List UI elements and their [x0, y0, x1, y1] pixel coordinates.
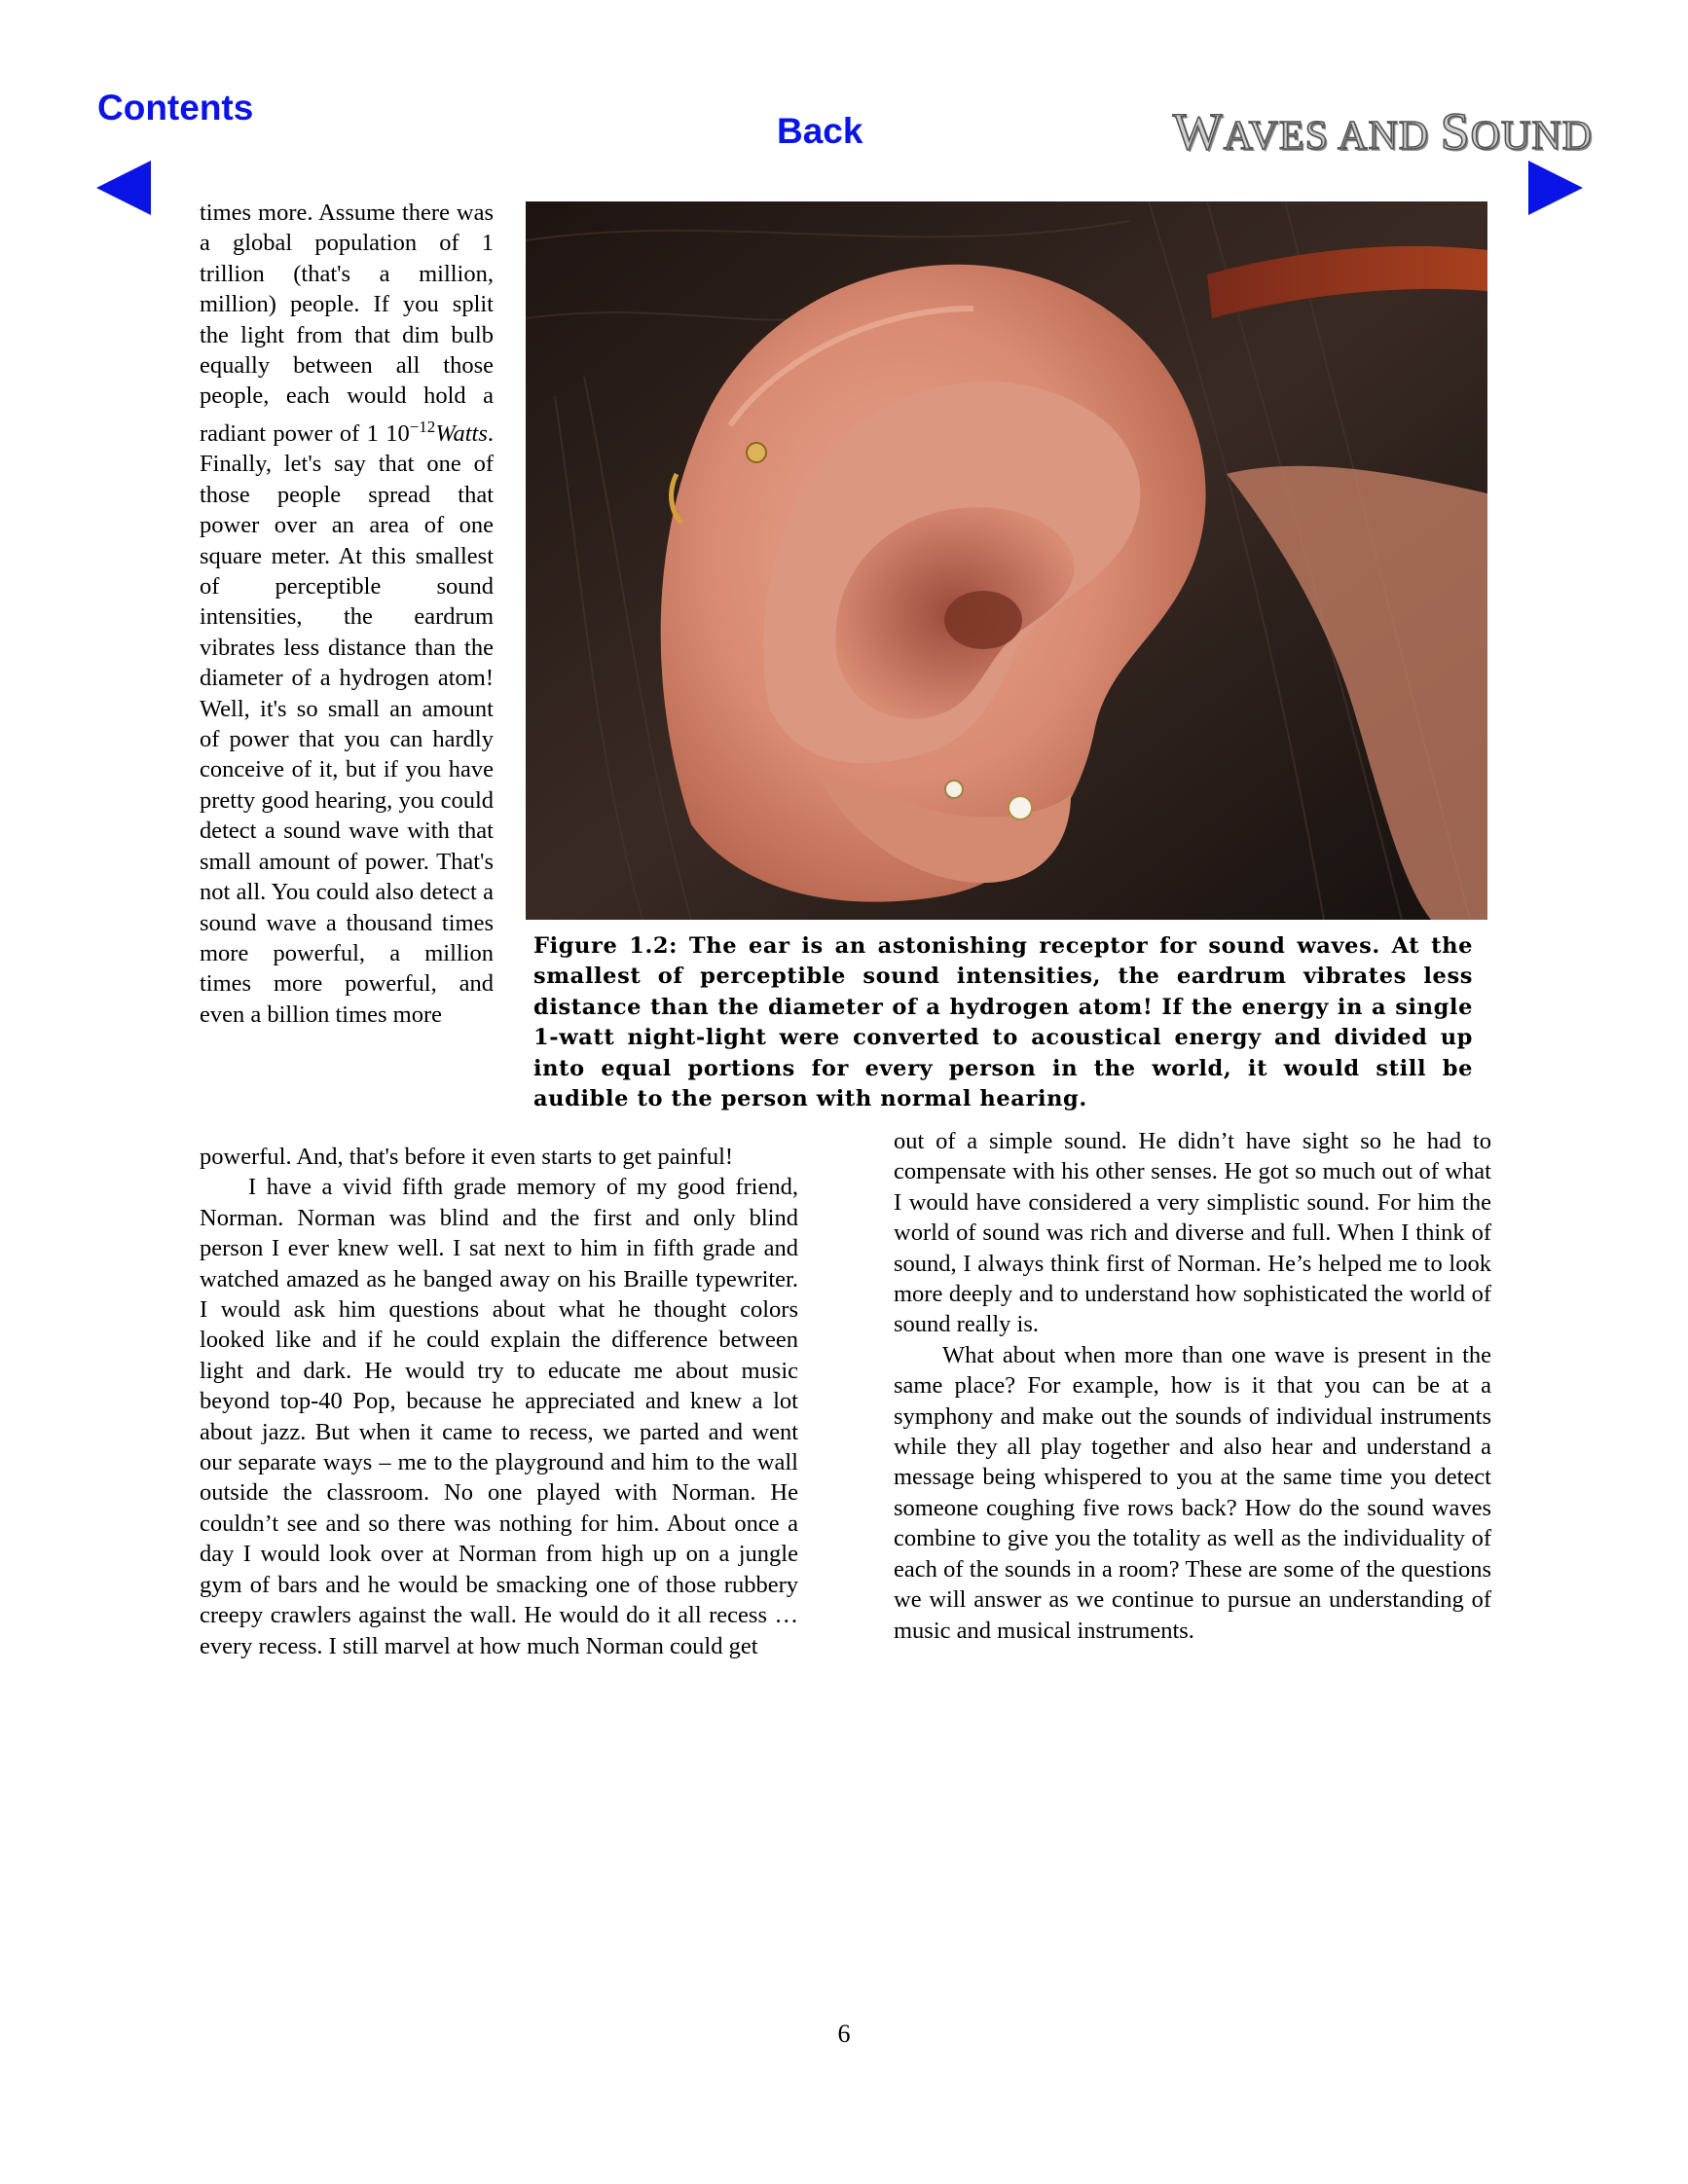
header-title-initial-s: S — [1440, 102, 1471, 161]
narrow-column-text-before: times more. Assume there was a global population of 1 trillion (that's a million, million) people. If you split the light from that dim bulb equally between all those people, each would hold a radiant power of 1 10 — [200, 200, 494, 447]
ear-photo — [526, 201, 1487, 920]
header-title-rest-sound: OUND — [1470, 114, 1593, 159]
right-column-paragraph-2: What about when more than one wave is present in the same place? For example, how is it that you can be at a symphony and make out the sounds of individual instruments while they all play together and also hear and understand a message being whispered to you at the same time you detect someone coughing five rows back? How do the sound waves combine to give you the totality as well as the individuality of each of the sounds in a room? These are some of the questions we will answer as we continue to pursue an understanding of music and musical instruments. — [894, 1341, 1491, 1644]
page-number: 6 — [837, 2020, 851, 2048]
right-text-column — [894, 1126, 1491, 1646]
contents-link[interactable]: Contents — [97, 88, 254, 127]
narrow-column-paragraph — [200, 198, 494, 1030]
header-title-rest-waves: AVES AND — [1223, 114, 1441, 159]
left-column-paragraph-1: powerful. And, that's before it even starts to get painful! — [200, 1144, 734, 1170]
header-title — [1173, 101, 1593, 162]
narrow-column-text-after: . Finally, let's say that one of those people spread that power over an area of one square meter. At this smallest of perceptible sound intensities, the eardrum vibrates less distance than the diameter of a hydrogen atom! Well, it's so small an amount of power that you can hardly conceive of it, but if you have pretty good hearing, you could detect a sound wave with that small amount of power. That's not all. You could also detect a sound wave a thousand times more powerful, a million times more powerful, and even a billion times more — [200, 420, 494, 1028]
figure-caption: Figure 1.2: The ear is an astonishing receptor for sound waves. At the smallest of perceptible sound intensities, the eardrum vibrates less distance than the diameter of a hydrogen atom! If the energy in a single 1-watt night-light were converted to acoustical energy and divided up into equal portions for every person in the world, it would still be audible to the person with normal hearing. — [533, 933, 1473, 1112]
power-exponent: −12 — [409, 417, 436, 436]
left-text-column — [200, 1142, 798, 1661]
power-unit: Watts — [435, 420, 488, 447]
left-arrow-icon[interactable] — [94, 159, 153, 217]
back-link[interactable]: Back — [777, 111, 863, 151]
right-arrow-icon[interactable] — [1526, 159, 1585, 217]
left-column-paragraph-2: I have a vivid fifth grade memory of my good friend, Norman. Norman was blind and the first and only blind person I ever knew well. I sat next to him in fifth grade and watched amazed as he banged away on his Braille typewriter. I would ask him questions about what he thought colors looked like and if he could explain the difference between light and dark. He would try to educate me about music beyond top-40 Pop, because he appreciated and knew a lot about jazz. But when it came to recess, we parted and went our separate ways – me to the playground and him to the wall outside the classroom. No one played with Norman. He couldn’t see and so there was nothing for him. About once a day I would look over at Norman from high up on a jungle gym of bars and he would be smacking one of those rubbery creepy crawlers against the wall. He would do it all recess … every recess. I still marvel at how much Norman could get — [200, 1174, 798, 1659]
header-title-initial-w: W — [1172, 102, 1224, 161]
right-column-paragraph-1: out of a simple sound. He didn’t have sight so he had to compensate with his other senses. He got so much out of what I would have considered a very simplistic sound. For him the world of sound was rich and diverse and full. When I think of sound, I always think first of Norman. He’s helped me to look more deeply and to understand how sophisticated the world of sound really is. — [894, 1128, 1491, 1338]
narrow-text-column — [200, 198, 494, 1030]
